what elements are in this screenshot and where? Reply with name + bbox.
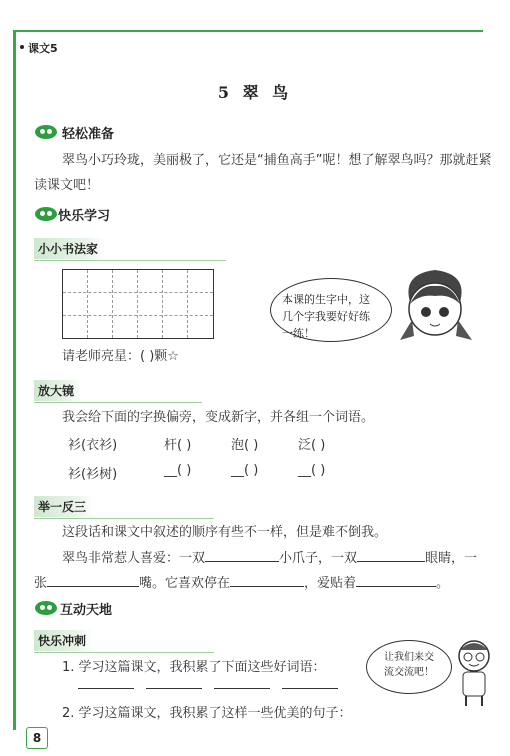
subheading-sprint: 快乐冲刺 bbox=[34, 630, 94, 651]
left-green-rule bbox=[13, 30, 16, 730]
fill-blank[interactable] bbox=[146, 688, 202, 689]
subheading-calligraphy: 小小书法家 bbox=[34, 238, 106, 259]
frog-icon bbox=[35, 601, 57, 615]
fill-blank[interactable] bbox=[47, 586, 139, 587]
section-title-study: 快乐学习 bbox=[58, 209, 111, 224]
word-item: 衫(衣衫) bbox=[68, 438, 118, 453]
tab-bullet-icon bbox=[20, 45, 24, 49]
girl-illustration bbox=[390, 264, 480, 356]
frog-icon bbox=[35, 207, 57, 221]
page-number: 8 bbox=[26, 727, 48, 749]
word-item[interactable]: 泡( ) bbox=[231, 438, 259, 453]
top-green-rule bbox=[13, 30, 483, 32]
fill-blank[interactable] bbox=[230, 586, 304, 587]
word-item[interactable]: __( ) bbox=[298, 463, 326, 478]
section-title-prep: 轻松准备 bbox=[62, 127, 115, 142]
fill-blank[interactable] bbox=[205, 561, 279, 562]
lesson-tab-label: 课文5 bbox=[28, 42, 58, 55]
prep-text-line1: 翠鸟小巧玲珑，美丽极了，它还是“捕鱼高手”呢！想了解翠鸟吗？那就赶紧 bbox=[62, 153, 492, 168]
analogy-line3: 张 嘴。它喜欢停在 ，爱贴着 。 bbox=[34, 576, 450, 591]
fill-blank[interactable] bbox=[214, 688, 270, 689]
boy-illustration bbox=[452, 636, 496, 708]
word-item[interactable]: __( ) bbox=[164, 463, 192, 478]
word-item[interactable]: 杆( ) bbox=[164, 438, 192, 453]
word-item[interactable]: __( ) bbox=[231, 463, 259, 478]
sprint-question-2: 2. 学习这篇课文，我积累了这样一些优美的句子： bbox=[62, 706, 352, 721]
section-title-interact: 互动天地 bbox=[60, 603, 113, 618]
sprint-question-1: 1. 学习这篇课文，我积累了下面这些好词语： bbox=[62, 660, 326, 675]
word-item: 衫(衫树) bbox=[68, 467, 118, 482]
analogy-line1: 这段话和课文中叙述的顺序有些不一样，但是难不倒我。 bbox=[62, 525, 388, 540]
fill-blank[interactable] bbox=[356, 586, 436, 587]
boy-bubble-text: 让我们来交流交流吧！ bbox=[384, 652, 434, 678]
frog-icon bbox=[35, 125, 57, 139]
page-title: 5 翠 鸟 bbox=[217, 83, 293, 102]
magnify-instruction: 我会给下面的字换偏旁，变成新字，并各组一个词语。 bbox=[62, 410, 375, 425]
girl-bubble-text: 本课的生字中，这几个字我要好好练一练！ bbox=[282, 293, 370, 340]
fill-blank[interactable] bbox=[282, 688, 338, 689]
word-item[interactable]: 泛( ) bbox=[298, 438, 326, 453]
fill-blank[interactable] bbox=[78, 688, 134, 689]
fill-blank[interactable] bbox=[357, 561, 425, 562]
subheading-analogy: 举一反三 bbox=[34, 496, 94, 517]
prep-text-line2: 读课文吧！ bbox=[34, 178, 100, 193]
writing-grid[interactable] bbox=[62, 269, 214, 339]
analogy-line2: 翠鸟非常惹人喜爱：一双 小爪子，一双 眼睛，一 bbox=[62, 551, 478, 566]
teacher-rating[interactable]: 请老师亮星：( )颗☆ bbox=[62, 349, 179, 364]
subheading-magnify: 放大镜 bbox=[34, 380, 82, 401]
